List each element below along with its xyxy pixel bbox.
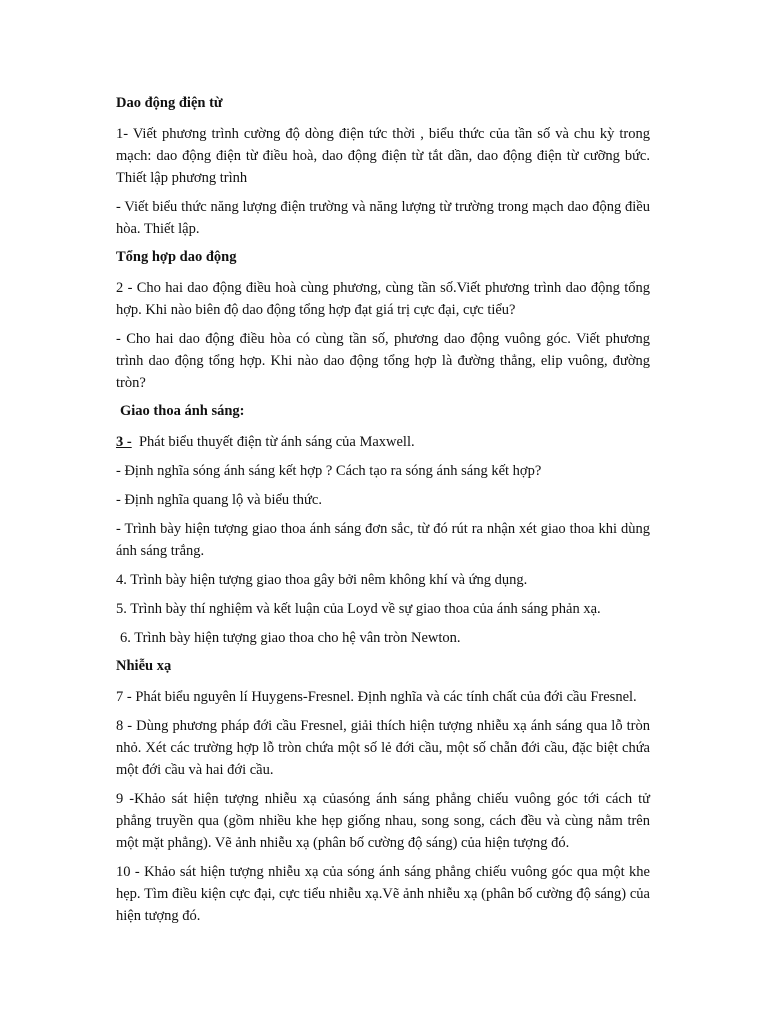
paragraph: - Viết biểu thức năng lượng điện trường và năng lượng từ trường trong mạch dao động điều hòa. Thiết lập. bbox=[116, 199, 650, 237]
document-body bbox=[116, 93, 650, 934]
paragraph: 10 - Khảo sát hiện tượng nhiễu xạ của sóng ánh sáng phẳng chiếu vuông góc qua một khe hẹp. Tìm điều kiện cực đại, cực tiểu nhiễu xạ.Vẽ ảnh nhiễu xạ (phân bố cường độ sáng) của hiện tượng đó. bbox=[116, 864, 650, 924]
heading-light-interference: Giao thoa ánh sáng: bbox=[120, 403, 245, 419]
paragraph: 9 -Khảo sát hiện tượng nhiễu xạ củasóng ánh sáng phẳng chiếu vuông góc tới cách tử phẳng truyền qua (gồm nhiều khe hẹp giống nhau, song song, cách đều và cùng nằm trên một mặt phẳng). Vẽ ảnh nhiễu xạ (phân bố cường độ sáng) của hiện tượng đó. bbox=[116, 791, 650, 851]
paragraph: - Định nghĩa quang lộ và biểu thức. bbox=[116, 492, 322, 508]
paragraph-text: Phát biểu thuyết điện từ ánh sáng của Maxwell. bbox=[138, 434, 415, 450]
paragraph: - Trình bày hiện tượng giao thoa ánh sáng đơn sắc, từ đó rút ra nhận xét giao thoa khi dùng ánh sáng trắng. bbox=[116, 521, 650, 559]
item-number: 3 - bbox=[116, 434, 132, 450]
paragraph: 6. Trình bày hiện tượng giao thoa cho hệ vân tròn Newton. bbox=[120, 630, 461, 646]
heading-electromagnetic-oscillation: Dao động điện từ bbox=[116, 95, 223, 111]
paragraph: 2 - Cho hai dao động điều hoà cùng phương, cùng tần số.Viết phương trình dao động tổng hợp. Khi nào biên độ dao động tổng hợp đạt giá trị cực đại, cực tiểu? bbox=[116, 280, 650, 318]
paragraph: 8 - Dùng phương pháp đới cầu Fresnel, giải thích hiện tượng nhiễu xạ ánh sáng qua lỗ tròn nhỏ. Xét các trường hợp lỗ tròn chứa một số lẻ đới cầu, một số chẵn đới cầu, đặc biệt chứa một đới cầu và hai đới cầu. bbox=[116, 718, 650, 778]
paragraph bbox=[116, 431, 650, 453]
paragraph: 7 - Phát biểu nguyên lí Huygens-Fresnel. Định nghĩa và các tính chất của đới cầu Fresnel. bbox=[116, 689, 637, 705]
paragraph: 5. Trình bày thí nghiệm và kết luận của Loyd về sự giao thoa của ánh sáng phản xạ. bbox=[116, 601, 601, 617]
paragraph: - Định nghĩa sóng ánh sáng kết hợp ? Cách tạo ra sóng ánh sáng kết hợp? bbox=[116, 463, 542, 479]
heading-oscillation-synthesis: Tổng hợp dao động bbox=[116, 249, 237, 265]
heading-diffraction: Nhiễu xạ bbox=[116, 658, 172, 674]
paragraph: 1- Viết phương trình cường độ dòng điện tức thời , biểu thức của tần số và chu kỳ trong mạch: dao động điện từ điều hoà, dao động điện từ tắt dần, dao động điện từ cưỡng bức. Thiết lập phương trình bbox=[116, 126, 650, 186]
paragraph: - Cho hai dao động điều hòa có cùng tần số, phương dao động vuông góc. Viết phương trình dao động tổng hợp. Khi nào dao động tổng hợp là đường thẳng, elip vuông, đường tròn? bbox=[116, 331, 650, 391]
paragraph: 4. Trình bày hiện tượng giao thoa gây bởi nêm không khí và ứng dụng. bbox=[116, 572, 528, 588]
